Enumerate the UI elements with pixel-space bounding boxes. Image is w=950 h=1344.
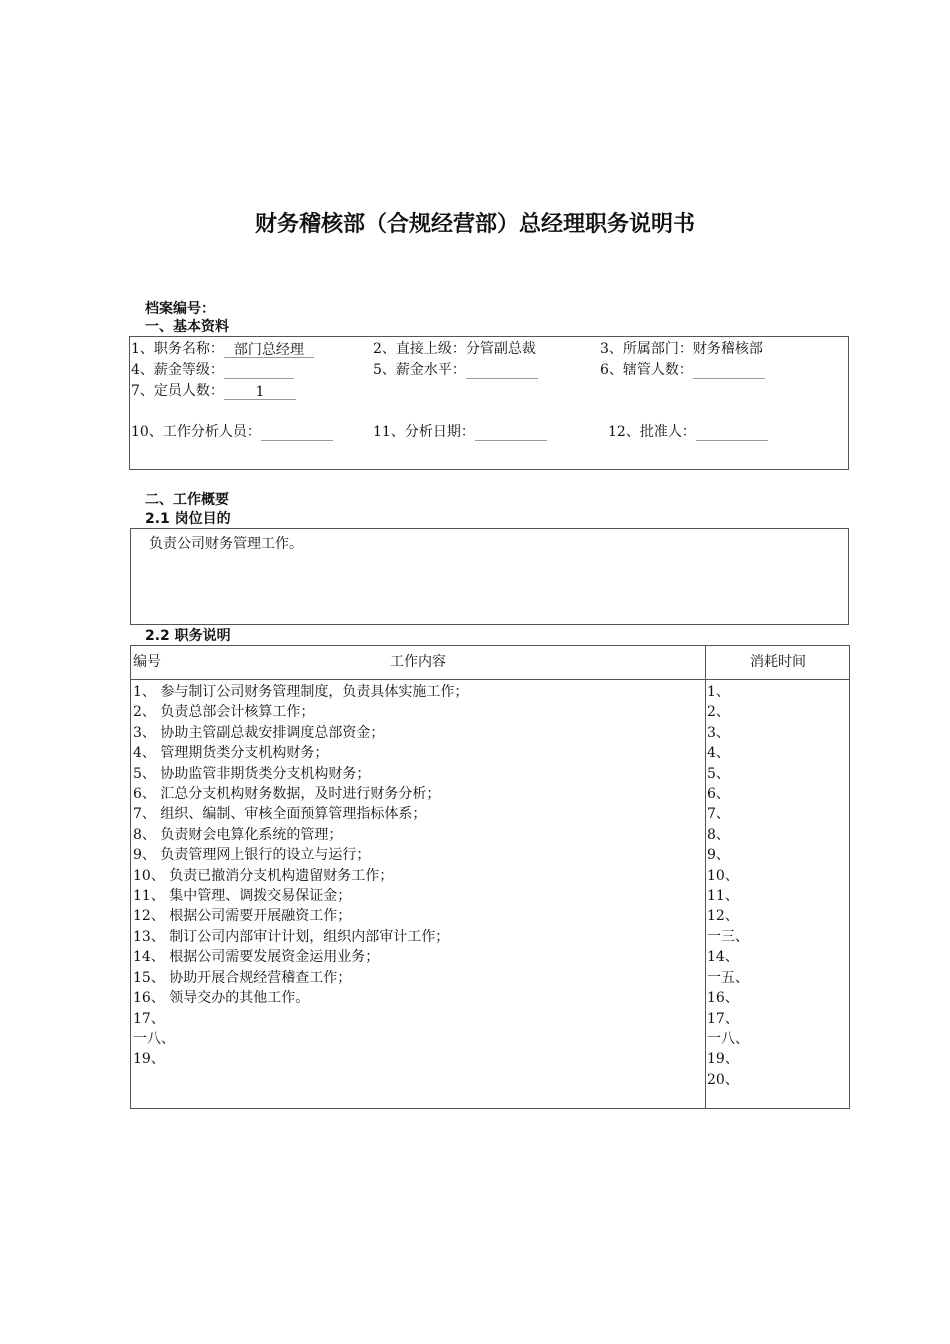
subordinates-blank [693, 362, 765, 379]
analysis-date-label: 11、分析日期： [373, 424, 475, 440]
department-value: 财务稽核部 [692, 341, 763, 357]
time-item: 5、 [707, 765, 730, 782]
column-divider [705, 646, 706, 1108]
superior-label: 2、直接上级： [373, 341, 466, 357]
salary-grade-blank [224, 362, 294, 379]
approver-blank [696, 424, 768, 441]
duty-item: 12、 根据公司需要开展融资工作； [133, 908, 352, 925]
duty-item: 15、 协助开展合规经营稽查工作； [133, 969, 352, 986]
approver-label: 12、批准人： [608, 424, 696, 440]
section-basic-info-heading: 一、基本资料 [145, 319, 229, 335]
time-item: 7、 [707, 806, 730, 823]
duty-item: 一八、 [133, 1030, 175, 1047]
analysis-date-row [373, 423, 547, 441]
job-name-value: 部门总经理 [224, 341, 314, 358]
section-overview-heading: 二、工作概要 [145, 492, 229, 508]
analysis-date-blank [475, 424, 547, 441]
duties-list [133, 682, 468, 1070]
purpose-heading: 2.1 岗位目的 [145, 511, 231, 527]
analyst-label: 10、工作分析人员： [131, 424, 261, 440]
department-label: 3、所属部门： [600, 341, 693, 357]
salary-level-label: 5、薪金水平： [373, 362, 466, 378]
time-item: 3、 [707, 724, 730, 741]
header-divider [131, 679, 849, 680]
time-item: 9、 [707, 847, 730, 864]
archive-number-label: 档案编号： [145, 301, 215, 317]
salary-grade-row [131, 361, 294, 379]
time-item: 一五、 [707, 969, 749, 986]
subordinates-row [600, 361, 765, 379]
duty-item: 13、 制订公司内部审计计划，组织内部审计工作； [133, 928, 450, 945]
time-item: 6、 [707, 786, 730, 803]
analyst-row [131, 423, 333, 441]
duty-item: 11、 集中管理、调拨交易保证金； [133, 888, 352, 905]
time-item: 一八、 [707, 1030, 749, 1047]
salary-level-row [373, 361, 538, 379]
col-header-content: 工作内容 [390, 654, 446, 670]
time-list [707, 682, 749, 1090]
time-item: 8、 [707, 826, 730, 843]
time-item: 一三、 [707, 928, 749, 945]
duty-item: 1、 参与制订公司财务管理制度，负责具体实施工作； [133, 684, 469, 700]
time-item: 19、 [707, 1051, 739, 1068]
time-item: 14、 [707, 949, 739, 966]
headcount-value: 1 [224, 383, 296, 400]
analyst-blank [261, 424, 333, 441]
duty-item: 7、 组织、编制、审核全面预算管理指标体系； [133, 806, 427, 823]
duties-table [130, 645, 850, 1109]
duty-item: 5、 协助监管非期货类分支机构财务； [133, 765, 371, 782]
department-row [600, 340, 763, 358]
superior-row [373, 340, 536, 358]
time-item: 2、 [707, 704, 730, 721]
duty-item: 16、 领导交办的其他工作。 [133, 990, 310, 1007]
duty-item: 8、 负责财会电算化系统的管理； [133, 826, 343, 843]
subordinates-label: 6、辖管人数： [600, 362, 693, 378]
purpose-text: 负责公司财务管理工作。 [149, 536, 303, 552]
headcount-label: 7、定员人数： [131, 383, 224, 399]
time-item: 11、 [707, 888, 739, 905]
time-item: 4、 [707, 745, 730, 762]
duty-item: 17、 [133, 1010, 165, 1027]
duty-item: 3、 协助主管副总裁安排调度总部资金； [133, 724, 385, 741]
salary-grade-label: 4、薪金等级： [131, 362, 224, 378]
col-header-time: 消耗时间 [750, 654, 806, 670]
headcount-row [131, 382, 296, 400]
duty-item: 14、 根据公司需要发展资金运用业务； [133, 949, 380, 966]
time-item: 20、 [707, 1071, 739, 1088]
duty-item: 9、 负责管理网上银行的设立与运行； [133, 847, 371, 864]
superior-value: 分管副总裁 [465, 341, 536, 357]
time-item: 1、 [707, 684, 730, 700]
col-header-number: 编号 [133, 654, 161, 670]
duty-item: 10、 负责已撤消分支机构遗留财务工作； [133, 867, 394, 884]
duty-item: 6、 汇总分支机构财务数据，及时进行财务分析； [133, 786, 441, 803]
duties-heading: 2.2 职务说明 [145, 628, 231, 644]
time-item: 16、 [707, 990, 739, 1007]
duty-item: 2、 负责总部会计核算工作； [133, 704, 315, 721]
duty-item: 19、 [133, 1051, 165, 1068]
time-item: 10、 [707, 867, 739, 884]
duty-item: 4、 管理期货类分支机构财务； [133, 745, 329, 762]
approver-row [608, 423, 768, 441]
job-name-row [131, 340, 314, 358]
time-item: 12、 [707, 908, 739, 925]
job-name-label: 1、职务名称： [131, 341, 224, 357]
time-item: 17、 [707, 1010, 739, 1027]
document-title: 财务稽核部（合规经营部）总经理职务说明书 [254, 212, 695, 237]
salary-level-blank [466, 362, 538, 379]
